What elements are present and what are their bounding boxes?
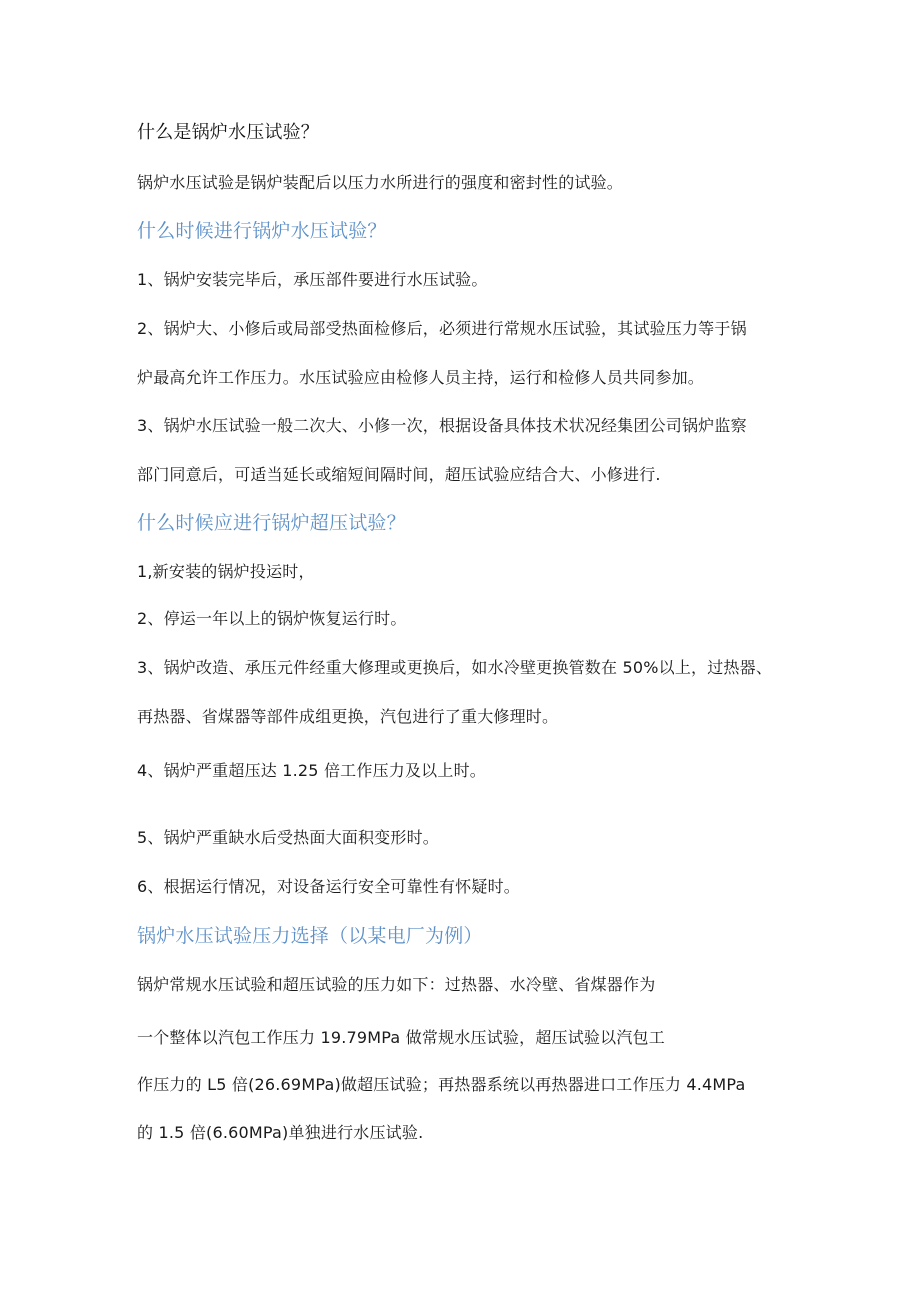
section1-line: 炉最高允许工作压力。水压试验应由检修人员主持，运行和检修人员共同参加。 bbox=[137, 368, 705, 387]
section2-line: 5、锅炉严重缺水后受热面大面积变形时。 bbox=[137, 828, 439, 847]
intro-paragraph: 锅炉水压试验是锅炉装配后以压力水所进行的强度和密封性的试验。 bbox=[137, 173, 624, 192]
section-heading-when-overpressure-test: 什么时候应进行锅炉超压试验？ bbox=[137, 512, 406, 534]
section3-line: 一个整体以汽包工作压力 19.79MPa 做常规水压试验，超压试验以汽包工 bbox=[137, 1028, 665, 1047]
section-heading-when-hydrotest: 什么时候进行锅炉水压试验？ bbox=[137, 220, 387, 242]
section1-line: 3、锅炉水压试验一般二次大、小修一次，根据设备具体技术状况经集团公司锅炉监察 bbox=[137, 416, 747, 435]
section3-line: 锅炉常规水压试验和超压试验的压力如下：过热器、水冷壁、省煤器作为 bbox=[137, 975, 656, 994]
section2-line: 2、停运一年以上的锅炉恢复运行时。 bbox=[137, 609, 407, 628]
section1-line: 1、锅炉安装完毕后，承压部件要进行水压试验。 bbox=[137, 270, 488, 289]
section2-line: 3、锅炉改造、承压元件经重大修理或更换后，如水冷壁更换管数在 50%以上，过热器、 bbox=[137, 658, 773, 677]
section2-line: 再热器、省煤器等部件成组更换，汽包进行了重大修理时。 bbox=[137, 707, 559, 726]
section2-line: 6、根据运行情况，对设备运行安全可靠性有怀疑时。 bbox=[137, 877, 520, 896]
section3-line: 的 1.5 倍(6.60MPa)单独进行水压试验. bbox=[137, 1123, 424, 1142]
section3-line: 作压力的 L5 倍(26.69MPa)做超压试验；再热器系统以再热器进口工作压力 4.4MPa bbox=[137, 1075, 746, 1094]
section1-line: 2、锅炉大、小修后或局部受热面检修后，必须进行常规水压试验，其试验压力等于锅 bbox=[137, 319, 747, 338]
page-title: 什么是锅炉水压试验？ bbox=[137, 122, 319, 143]
section2-line: 4、锅炉严重超压达 1.25 倍工作压力及以上时。 bbox=[137, 761, 486, 780]
section1-line: 部门同意后，可适当延长或缩短间隔时间，超压试验应结合大、小修进行. bbox=[137, 465, 661, 484]
section-heading-pressure-selection: 锅炉水压试验压力选择（以某电厂为例） bbox=[137, 925, 483, 947]
section2-line: 1,新安装的锅炉投运时， bbox=[137, 562, 315, 581]
